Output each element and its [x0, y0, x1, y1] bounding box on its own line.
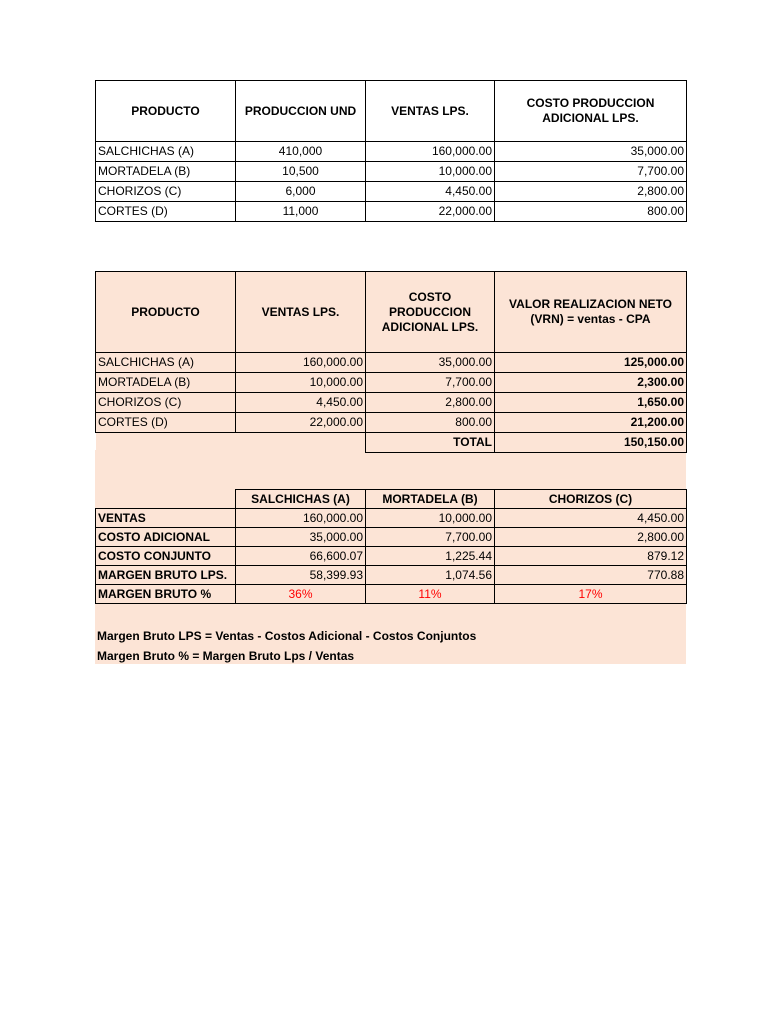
cost-cell: 2,800.00	[366, 393, 495, 413]
sales-cell: 10,000.00	[236, 373, 366, 393]
product-cell: CHORIZOS (C)	[96, 182, 236, 202]
product-cell: CORTES (D)	[96, 413, 236, 433]
table-row	[96, 142, 687, 162]
units-cell: 10,500	[236, 162, 366, 182]
value-cell: 4,450.00	[495, 509, 687, 528]
header-cell: PRODUCTO	[96, 272, 236, 353]
product-cell: CHORIZOS (C)	[96, 393, 236, 413]
header-row	[96, 272, 687, 353]
cost-cell: 7,700.00	[495, 162, 687, 182]
empty-cell	[96, 433, 236, 453]
table-row	[96, 373, 687, 393]
cost-cell: 2,800.00	[495, 182, 687, 202]
table-row	[96, 528, 687, 547]
value-cell: 2,800.00	[495, 528, 687, 547]
nrv-cell: 1,650.00	[495, 393, 687, 413]
product-cell: CORTES (D)	[96, 202, 236, 222]
nrv-cell: 2,300.00	[495, 373, 687, 393]
cost-cell: 800.00	[495, 202, 687, 222]
header-cell: VENTAS LPS.	[366, 81, 495, 142]
header-cell: SALCHICHAS (A)	[236, 490, 366, 509]
value-cell: 160,000.00	[236, 509, 366, 528]
table-row	[96, 393, 687, 413]
product-cell: MORTADELA (B)	[96, 373, 236, 393]
sales-cell: 10,000.00	[366, 162, 495, 182]
value-cell: 879.12	[495, 547, 687, 566]
empty-cell	[236, 433, 366, 453]
sales-cell: 22,000.00	[366, 202, 495, 222]
sales-cell: 22,000.00	[236, 413, 366, 433]
percent-cell: 36%	[236, 585, 366, 604]
sales-cell: 4,450.00	[366, 182, 495, 202]
row-label: MARGEN BRUTO LPS.	[96, 566, 236, 585]
value-cell: 1,074.56	[366, 566, 495, 585]
header-cell: MORTADELA (B)	[366, 490, 495, 509]
nrv-table	[95, 271, 687, 453]
header-cell: CHORIZOS (C)	[495, 490, 687, 509]
note-line: Margen Bruto LPS = Ventas - Costos Adicional - Costos Conjuntos	[97, 629, 477, 643]
table-row	[96, 413, 687, 433]
total-label: TOTAL	[366, 433, 495, 453]
product-cell: MORTADELA (B)	[96, 162, 236, 182]
gross-margin-table	[95, 489, 687, 604]
header-cell: COSTO PRODUCCION ADICIONAL LPS.	[495, 81, 687, 142]
row-label: VENTAS	[96, 509, 236, 528]
value-cell: 35,000.00	[236, 528, 366, 547]
table-row	[96, 353, 687, 373]
cost-cell: 35,000.00	[495, 142, 687, 162]
nrv-cell: 125,000.00	[495, 353, 687, 373]
cost-cell: 35,000.00	[366, 353, 495, 373]
value-cell: 7,700.00	[366, 528, 495, 547]
sales-cell: 160,000.00	[366, 142, 495, 162]
row-label: COSTO ADICIONAL	[96, 528, 236, 547]
nrv-cell: 21,200.00	[495, 413, 687, 433]
row-label: COSTO CONJUNTO	[96, 547, 236, 566]
header-cell: VALOR REALIZACION NETO (VRN) = ventas - CPA	[495, 272, 687, 353]
percent-cell: 11%	[366, 585, 495, 604]
sales-cell: 4,450.00	[236, 393, 366, 413]
header-cell: PRODUCTO	[96, 81, 236, 142]
table-row	[96, 547, 687, 566]
header-cell	[96, 490, 236, 509]
header-cell: PRODUCCION UND	[236, 81, 366, 142]
row-label: MARGEN BRUTO %	[96, 585, 236, 604]
cost-cell: 7,700.00	[366, 373, 495, 393]
header-row	[96, 81, 687, 142]
table-row	[96, 182, 687, 202]
units-cell: 6,000	[236, 182, 366, 202]
table-row	[96, 162, 687, 182]
value-cell: 1,225.44	[366, 547, 495, 566]
units-cell: 410,000	[236, 142, 366, 162]
value-cell: 770.88	[495, 566, 687, 585]
note-line: Margen Bruto % = Margen Bruto Lps / Ventas	[97, 649, 355, 663]
total-value: 150,150.00	[495, 433, 687, 453]
table-row	[96, 202, 687, 222]
percent-cell: 17%	[495, 585, 687, 604]
units-cell: 11,000	[236, 202, 366, 222]
production-table	[95, 80, 687, 222]
cost-cell: 800.00	[366, 413, 495, 433]
table-row	[96, 585, 687, 604]
product-cell: SALCHICHAS (A)	[96, 353, 236, 373]
table-row	[96, 566, 687, 585]
table-row	[96, 509, 687, 528]
value-cell: 66,600.07	[236, 547, 366, 566]
formula-notes	[97, 626, 476, 666]
header-cell: COSTO PRODUCCION ADICIONAL LPS.	[366, 272, 495, 353]
sales-cell: 160,000.00	[236, 353, 366, 373]
value-cell: 10,000.00	[366, 509, 495, 528]
total-row	[96, 433, 687, 453]
value-cell: 58,399.93	[236, 566, 366, 585]
header-row	[96, 490, 687, 509]
product-cell: SALCHICHAS (A)	[96, 142, 236, 162]
header-cell: VENTAS LPS.	[236, 272, 366, 353]
